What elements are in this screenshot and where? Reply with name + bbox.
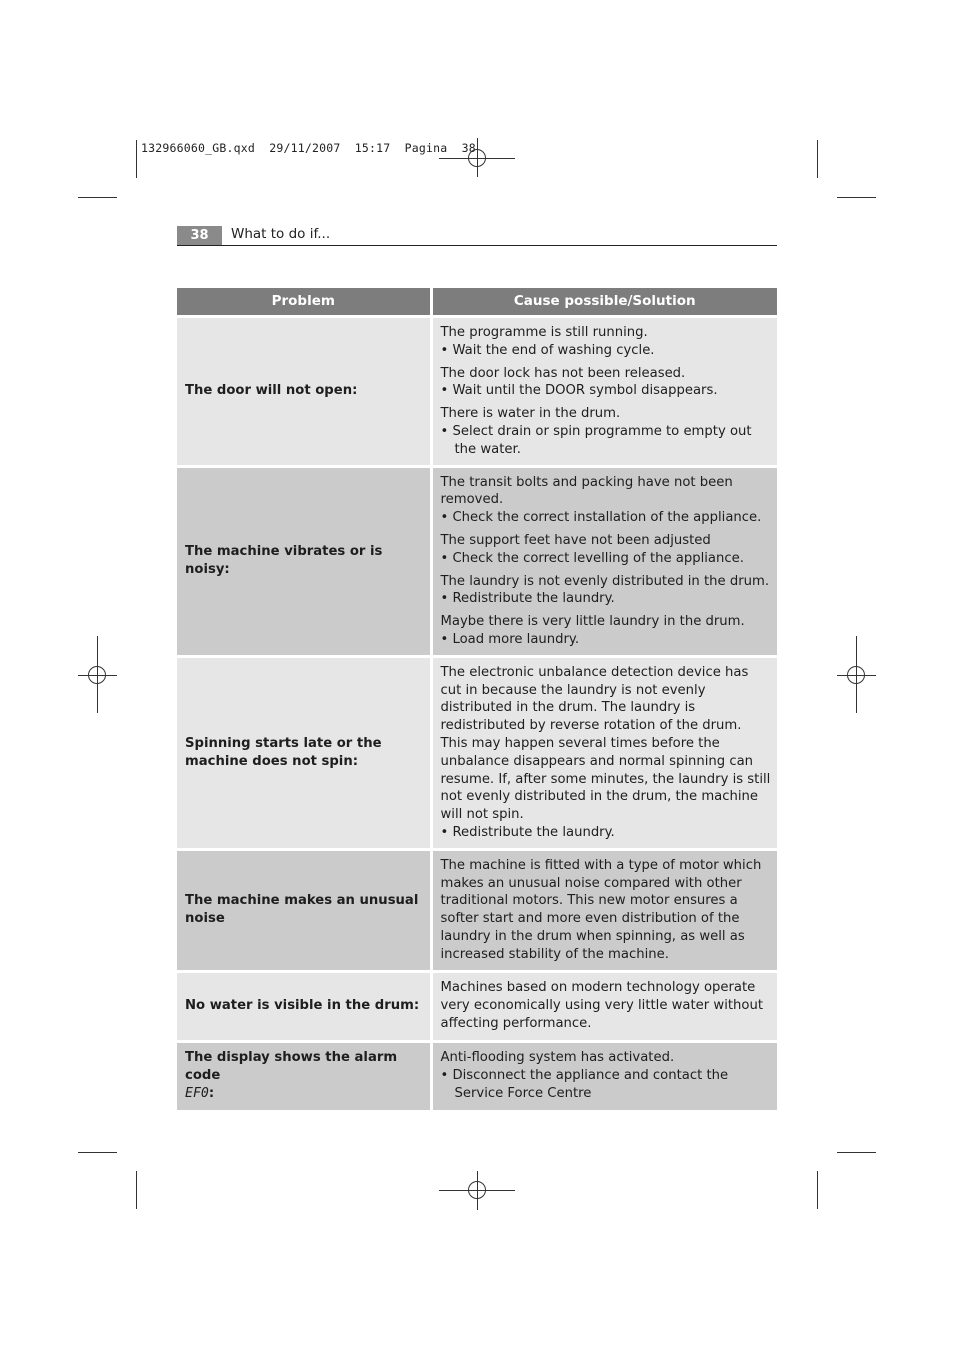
table-row	[177, 971, 777, 1041]
cause-text: The machine is fitted with a type of motor which makes an unusual noise compared with other traditional motors. This new motor ensures a softer start and more even distribution of the laundry in the drum when spinning, as well as increased stability of the machine.	[440, 857, 762, 962]
solution-text: • Redistribute the laundry.	[440, 824, 615, 840]
crop-mark	[817, 1171, 818, 1209]
printer-slug	[141, 141, 476, 155]
cause-cell	[431, 1041, 777, 1111]
table-row	[177, 656, 777, 849]
crop-mark	[136, 1171, 137, 1209]
slug-file: 132966060_GB.qxd	[141, 141, 255, 155]
page-number: 38	[177, 226, 222, 245]
cause-cell	[431, 466, 777, 656]
cause-cell	[431, 971, 777, 1041]
troubleshooting-table	[177, 288, 777, 1113]
cause-cell	[431, 317, 777, 467]
crop-mark	[837, 197, 876, 198]
crop-mark	[136, 140, 137, 178]
cause-block	[441, 664, 772, 842]
section-title: What to do if...	[231, 226, 331, 242]
cause-block	[441, 365, 772, 401]
problem-cell: The door will not open:	[177, 317, 431, 467]
cause-text: The transit bolts and packing have not been removed.	[440, 474, 733, 508]
table-row	[177, 849, 777, 971]
cause-block	[441, 979, 772, 1032]
solution-text: • Redistribute the laundry.	[440, 591, 615, 607]
crop-mark	[817, 140, 818, 178]
problem-cell: The machine makes an unusual noise	[177, 849, 431, 971]
table-header-row	[177, 288, 777, 317]
solution-text: • Wait the end of washing cycle.	[440, 342, 655, 358]
solution-text: • Wait until the DOOR symbol disappears.	[440, 383, 718, 399]
cause-text: The support feet have not been adjusted	[440, 532, 711, 548]
cause-text: Anti-flooding system has activated.	[440, 1050, 675, 1066]
cause-block	[441, 613, 772, 649]
solution-text: • Check the correct installation of the appliance.	[440, 510, 762, 526]
slug-date: 29/11/2007	[269, 141, 341, 155]
cause-text: Maybe there is very little laundry in the drum.	[440, 614, 745, 630]
cause-block	[441, 573, 772, 609]
table-row	[177, 1041, 777, 1111]
problem-cell: Spinning starts late or the machine does not spin:	[177, 656, 431, 849]
crop-mark	[837, 1152, 876, 1153]
cause-text: Machines based on modern technology operate very economically using very little water without affecting performance.	[440, 980, 763, 1031]
solution-text: • Check the correct levelling of the appliance.	[440, 550, 744, 566]
cause-block	[441, 532, 772, 568]
cause-cell	[431, 656, 777, 849]
cause-block	[441, 1049, 772, 1102]
header-rule	[177, 245, 777, 246]
cause-block	[441, 474, 772, 527]
problem-cell	[177, 1041, 431, 1111]
column-header-cause: Cause possible/Solution	[431, 288, 777, 317]
solution-text: • Select drain or spin programme to empty out the water.	[440, 423, 752, 457]
crop-mark	[78, 197, 117, 198]
alarm-code: EF0	[185, 1085, 209, 1101]
cause-block	[441, 857, 772, 964]
column-header-problem: Problem	[177, 288, 431, 317]
cause-text: The door lock has not been released.	[440, 365, 686, 381]
cause-block	[441, 324, 772, 360]
problem-suffix: :	[208, 1085, 215, 1101]
problem-text: The display shows the alarm code	[185, 1050, 398, 1084]
cause-text: The electronic unbalance detection device has cut in because the laundry is not evenly distributed in the drum. The laundry is redistributed by reverse rotation of the drum. This may happen several times before the unbalance disappears and normal spinning can resume. If, after some minutes, the laundry is still not evenly distributed in the drum, the machine will not spin.	[440, 664, 771, 823]
table-row	[177, 466, 777, 656]
slug-pagina-num: 38	[461, 141, 476, 155]
problem-cell: No water is visible in the drum:	[177, 971, 431, 1041]
solution-text: • Load more laundry.	[440, 631, 580, 647]
slug-time: 15:17	[354, 141, 391, 155]
problem-cell: The machine vibrates or is noisy:	[177, 466, 431, 656]
cause-text: There is water in the drum.	[440, 406, 621, 422]
cause-text: The laundry is not evenly distributed in the drum.	[440, 573, 770, 589]
slug-pagina-label: Pagina	[404, 141, 448, 155]
cause-text: The programme is still running.	[440, 325, 648, 340]
solution-text: • Disconnect the appliance and contact the Service Force Centre	[440, 1068, 729, 1101]
cause-cell	[431, 849, 777, 971]
cause-block	[441, 405, 772, 458]
crop-mark	[78, 1152, 117, 1153]
table-row	[177, 317, 777, 467]
